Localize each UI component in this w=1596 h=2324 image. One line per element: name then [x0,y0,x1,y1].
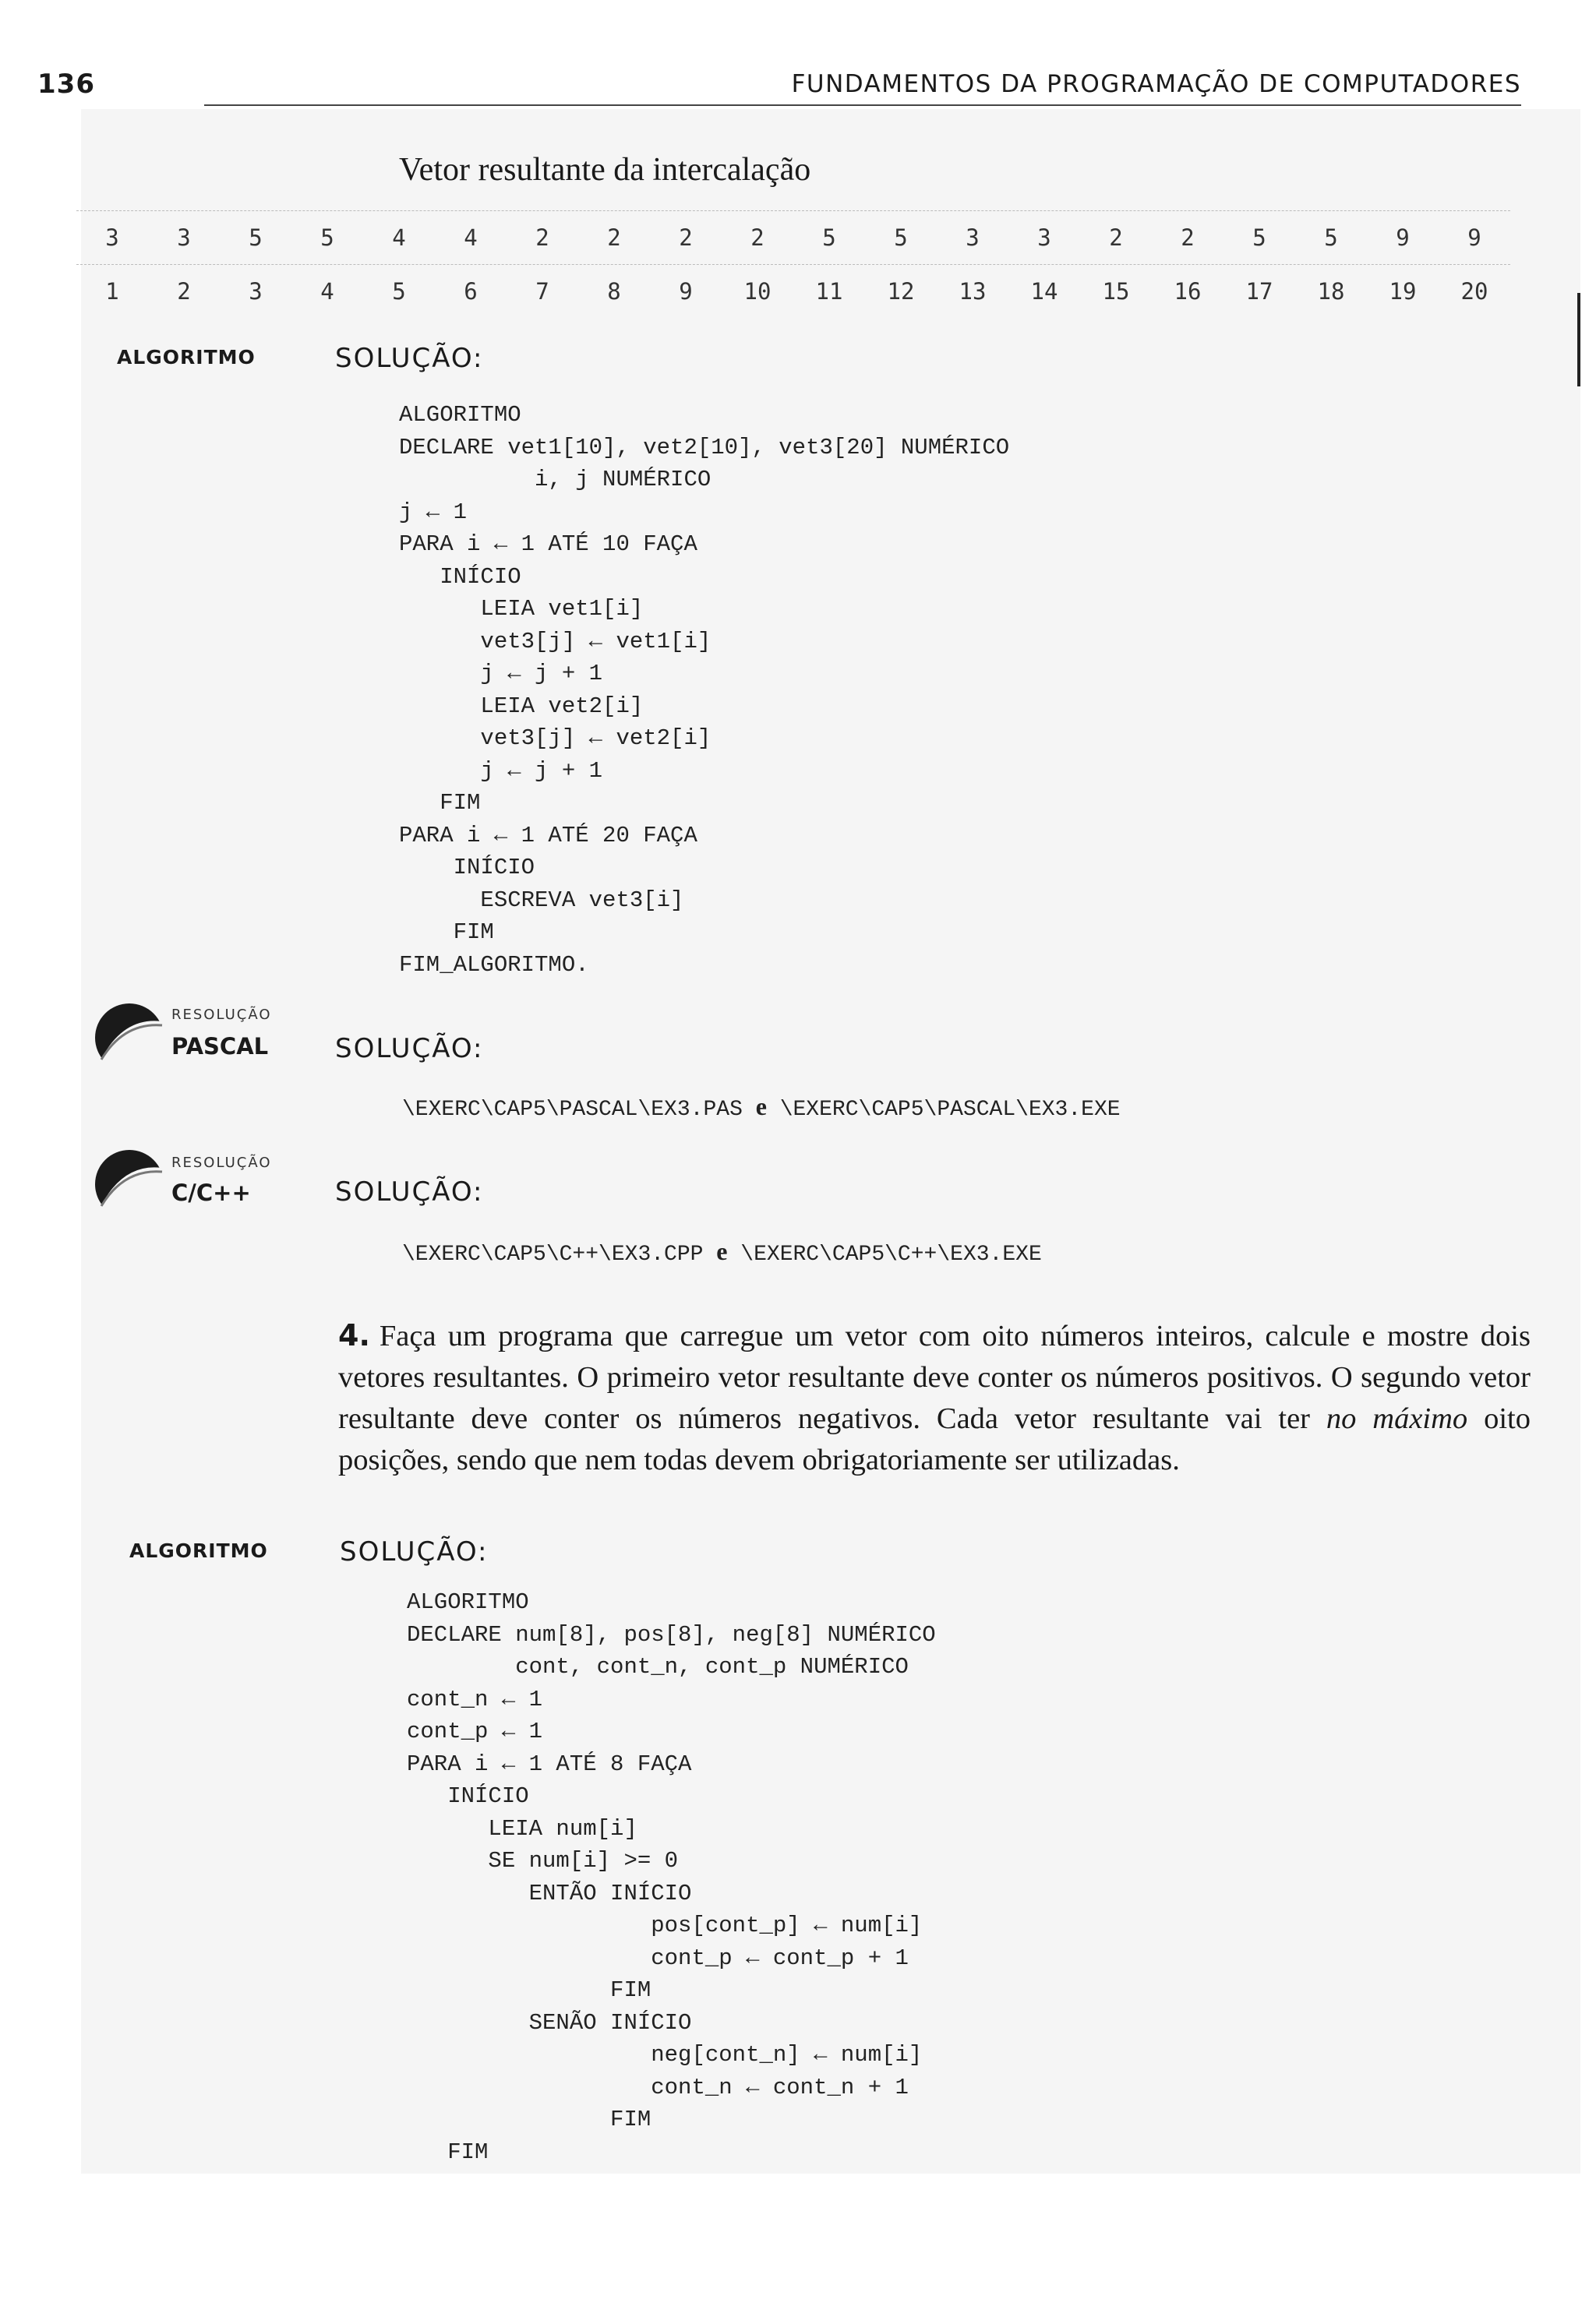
cpp-source-path: \EXERC\CAP5\C++\EX3.CPP [402,1243,704,1267]
vector-value-cell: 2 [535,224,549,251]
cpp-resolution-icon [81,1145,175,1223]
vector-value-cell: 4 [392,224,406,251]
vector-value-cell: 3 [105,224,119,251]
vector-index-cell: 10 [743,278,772,305]
pascal-resolution-icon [81,999,175,1077]
vector-value-cell: 3 [1037,224,1051,251]
code-line: DECLARE vet1[10], vet2[10], vet3[20] NUMÉRICO [399,434,1010,460]
code-line: j ← j + 1 [399,661,603,686]
algoritmo-label: ALGORITMO [129,1539,268,1562]
vector-index-cell: 13 [959,278,987,305]
cpp-label: C/C++ [171,1180,251,1206]
resolucao-label: RESOLUÇÃO [171,1155,272,1171]
code-line: pos[cont_p] ← num[i] [407,1913,923,1938]
code-line: cont_n ← cont_n + 1 [407,2074,909,2100]
vector-value-cell: 9 [1396,224,1410,251]
code-line: INÍCIO [399,855,535,880]
code-line: cont_p ← 1 [407,1719,543,1744]
code-line: i, j NUMÉRICO [399,467,711,492]
vector-value-cell: 2 [607,224,621,251]
code-line: cont_n ← 1 [407,1686,543,1712]
code-line: ALGORITMO [399,402,521,428]
algoritmo-label: ALGORITMO [117,346,256,369]
vector-index-cell: 12 [887,278,915,305]
page-number: 136 [37,69,95,100]
code-line: ENTÃO INÍCIO [407,1880,692,1906]
code-line: cont_p ← cont_p + 1 [407,1945,909,1971]
vector-value-cell: 5 [894,224,908,251]
code-line: PARA i ← 1 ATÉ 8 FAÇA [407,1751,692,1777]
code-line: SE num[i] >= 0 [407,1848,679,1874]
vector-value-cell: 9 [1467,224,1481,251]
cpp-exe-path: \EXERC\CAP5\C++\EX3.EXE [740,1243,1042,1267]
path-conjunction: e [755,1092,767,1120]
vector-index-cell: 14 [1030,278,1058,305]
pascal-label: PASCAL [171,1033,269,1060]
vector-value-cell: 2 [750,224,764,251]
code-line: ESCREVA vet3[i] [399,887,684,913]
vector-caption: Vetor resultante da intercalação [399,152,811,188]
code-line: PARA i ← 1 ATÉ 10 FAÇA [399,531,697,557]
pascal-file-paths [402,1092,1121,1122]
vector-index-row [76,265,1510,318]
vector-index-cell: 3 [249,278,263,305]
code-line: cont, cont_n, cont_p NUMÉRICO [407,1654,909,1680]
code-line: SENÃO INÍCIO [407,2009,692,2036]
vector-value-cell: 5 [822,224,836,251]
vector-index-cell: 1 [105,278,119,305]
vector-value-cell: 3 [177,224,191,251]
code-line: DECLARE num[8], pos[8], neg[8] NUMÉRICO [407,1621,936,1648]
code-line: INÍCIO [399,563,521,590]
vector-index-cell: 19 [1389,278,1417,305]
solucao-heading: SOLUÇÃO: [335,1176,484,1208]
code-line: vet3[j] ← vet1[i] [399,628,711,654]
header-rule [204,104,1521,106]
cpp-file-paths [402,1237,1042,1267]
code-line: vet3[j] ← vet2[i] [399,725,711,751]
vector-value-cell: 5 [320,224,334,251]
code-line: LEIA vet1[i] [399,596,644,622]
vector-index-cell: 5 [392,278,406,305]
vector-index-cell: 20 [1460,278,1488,305]
path-conjunction: e [716,1237,728,1265]
vector-index-cell: 16 [1174,278,1202,305]
vector-values-row [76,210,1510,265]
code-line: FIM [399,919,494,945]
vector-index-cell: 15 [1102,278,1130,305]
code-line: LEIA vet2[i] [399,693,644,719]
code-line: LEIA num[i] [407,1815,637,1842]
code-line: PARA i ← 1 ATÉ 20 FAÇA [399,822,697,848]
exercise-emphasis: no máximo [1326,1402,1468,1435]
algorithm-code-block [399,399,1009,981]
vector-index-cell: 11 [815,278,843,305]
exercise-4-statement [338,1315,1531,1481]
resolucao-label: RESOLUÇÃO [171,1007,272,1023]
vector-value-cell: 2 [679,224,693,251]
vector-index-cell: 8 [607,278,621,305]
vector-value-cell: 3 [966,224,980,251]
vector-index-cell: 4 [320,278,334,305]
vector-value-cell: 5 [1252,224,1266,251]
vector-index-cell: 18 [1317,278,1345,305]
code-line: j ← 1 [399,499,468,525]
vector-value-cell: 2 [1109,224,1123,251]
exercise-text-end: oito posições, sendo que nem todas devem obrigatoriamente ser utilizadas. [338,1402,1531,1476]
code-line: FIM [407,2107,651,2132]
vector-value-cell: 2 [1181,224,1195,251]
solucao-heading: SOLUÇÃO: [340,1536,489,1568]
code-line: j ← j + 1 [399,757,603,784]
code-line: FIM_ALGORITMO. [399,951,589,978]
vector-index-cell: 6 [464,278,478,305]
vector-value-cell: 5 [1324,224,1338,251]
running-header: FUNDAMENTOS DA PROGRAMAÇÃO DE COMPUTADORES [791,70,1521,98]
exercise-text: Faça um programa que carregue um vetor com oito números inteiros, calcule e mostre dois vetores resultantes. O primeiro vetor resultante deve conter os números positivos. O segundo vetor resultante deve conter os números negativos. Cada vetor resultante vai ter [338,1320,1531,1435]
code-line: ALGORITMO [407,1589,529,1615]
code-line: neg[cont_n] ← num[i] [407,2042,923,2068]
pascal-source-path: \EXERC\CAP5\PASCAL\EX3.PAS [402,1098,743,1122]
vector-index-cell: 7 [535,278,549,305]
vector-table [76,210,1510,318]
vector-value-cell: 5 [249,224,263,251]
vector-index-cell: 2 [177,278,191,305]
code-line: FIM [407,2139,489,2165]
page-edge-mark [1577,293,1580,386]
algorithm-code-block [407,1586,936,2168]
code-line: INÍCIO [407,1783,529,1809]
code-line: FIM [407,1977,651,2003]
solucao-heading: SOLUÇÃO: [335,1033,484,1064]
vector-value-cell: 4 [464,224,478,251]
vector-index-cell: 9 [679,278,693,305]
code-line: FIM [399,790,481,816]
pascal-exe-path: \EXERC\CAP5\PASCAL\EX3.EXE [779,1098,1121,1122]
solucao-heading: SOLUÇÃO: [335,343,484,374]
exercise-number: 4. [338,1318,370,1352]
vector-index-cell: 17 [1245,278,1273,305]
